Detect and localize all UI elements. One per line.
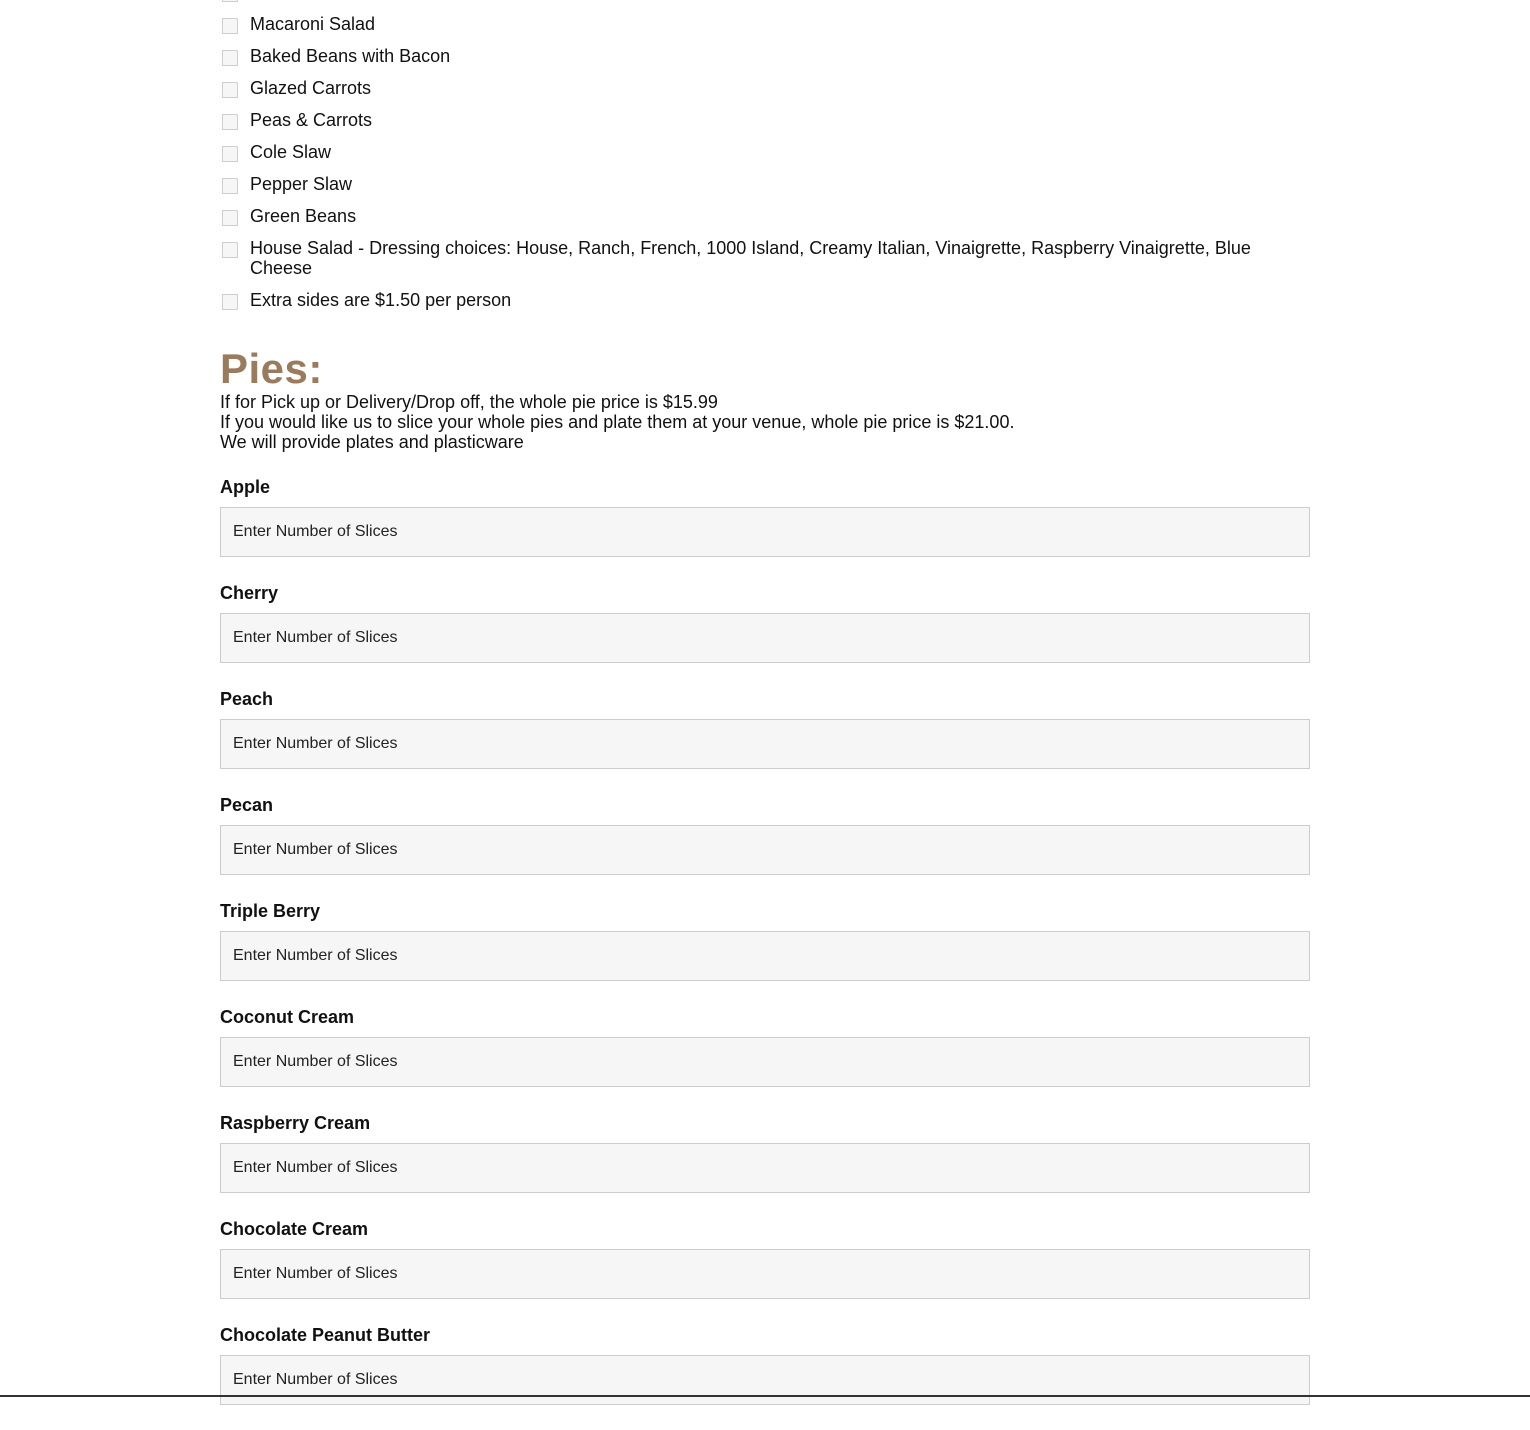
side-label[interactable]: Pepper Slaw — [250, 174, 353, 194]
field-label: Pecan — [220, 795, 274, 815]
coconut-cream-slices-input[interactable] — [220, 1037, 1310, 1087]
side-checkbox[interactable] — [222, 0, 238, 2]
field-label: Chocolate Cream — [220, 1219, 369, 1239]
side-label[interactable]: Glazed Carrots — [250, 78, 372, 98]
pies-sliced-price-text: If you would like us to slice your whole pies and plate them at your venue, whole pie price is $21.00. — [220, 412, 1015, 432]
side-checkbox[interactable] — [222, 178, 238, 194]
pies-pickup-price-text: If for Pick up or Delivery/Drop off, the whole pie price is $15.99 — [220, 392, 718, 412]
side-checkbox[interactable] — [222, 294, 238, 310]
pie-field-chocolate-cream — [220, 1218, 1310, 1299]
side-checkbox[interactable] — [222, 82, 238, 98]
pie-field-apple — [220, 476, 1310, 557]
pies-plates-text: We will provide plates and plasticware — [220, 432, 524, 452]
pies-description — [220, 392, 1310, 452]
field-label: Triple Berry — [220, 901, 321, 921]
field-label: Peach — [220, 689, 274, 709]
pie-field-pecan — [220, 794, 1310, 875]
side-option-glazed-carrots[interactable] — [220, 78, 1310, 98]
pie-field-chocolate-peanut-butter — [220, 1324, 1310, 1405]
pies-heading: Pies: — [220, 345, 323, 392]
side-label[interactable]: House Salad - Dressing choices: House, Ranch, French, 1000 Island, Creamy Italian, Vinaigrette, Raspberry Vinaigrette, Blue Cheese — [250, 238, 1251, 278]
side-option-pepper-slaw[interactable] — [220, 174, 1310, 194]
pie-field-peach — [220, 688, 1310, 769]
side-option-peas-carrots[interactable] — [220, 110, 1310, 130]
side-checkbox[interactable] — [222, 18, 238, 34]
field-label: Raspberry Cream — [220, 1113, 371, 1133]
pie-fields — [220, 476, 1310, 1405]
side-checkbox[interactable] — [222, 114, 238, 130]
side-checkbox[interactable] — [222, 242, 238, 258]
field-label: Cherry — [220, 583, 279, 603]
side-label[interactable]: Baked Beans with Bacon — [250, 46, 451, 66]
pie-field-triple-berry — [220, 900, 1310, 981]
apple-slices-input[interactable] — [220, 507, 1310, 557]
field-label: Apple — [220, 477, 271, 497]
side-option-baked-beans[interactable] — [220, 46, 1310, 66]
side-option-extra-sides[interactable] — [220, 290, 1310, 310]
side-label[interactable]: Peas & Carrots — [250, 110, 373, 130]
pie-field-raspberry-cream — [220, 1112, 1310, 1193]
sides-checkbox-list — [220, 0, 1310, 310]
chocolate-peanut-butter-slices-input[interactable] — [220, 1355, 1310, 1405]
side-checkbox[interactable] — [222, 50, 238, 66]
field-label: Coconut Cream — [220, 1007, 355, 1027]
field-label: Chocolate Peanut Butter — [220, 1325, 431, 1345]
raspberry-cream-slices-input[interactable] — [220, 1143, 1310, 1193]
chocolate-cream-slices-input[interactable] — [220, 1249, 1310, 1299]
pie-field-coconut-cream — [220, 1006, 1310, 1087]
side-label[interactable]: Extra sides are $1.50 per person — [250, 290, 512, 310]
peach-slices-input[interactable] — [220, 719, 1310, 769]
side-option[interactable] — [220, 0, 1310, 2]
cherry-slices-input[interactable] — [220, 613, 1310, 663]
side-label[interactable]: Macaroni Salad — [250, 14, 376, 34]
side-option-cole-slaw[interactable] — [220, 142, 1310, 162]
triple-berry-slices-input[interactable] — [220, 931, 1310, 981]
side-label[interactable]: Cole Slaw — [250, 142, 332, 162]
pecan-slices-input[interactable] — [220, 825, 1310, 875]
side-label[interactable]: Green Beans — [250, 206, 357, 226]
pie-field-cherry — [220, 582, 1310, 663]
side-checkbox[interactable] — [222, 210, 238, 226]
catering-order-form — [220, 0, 1310, 1430]
side-option-house-salad[interactable] — [220, 238, 1310, 278]
side-option-macaroni-salad[interactable] — [220, 14, 1310, 34]
side-checkbox[interactable] — [222, 146, 238, 162]
side-option-green-beans[interactable] — [220, 206, 1310, 226]
